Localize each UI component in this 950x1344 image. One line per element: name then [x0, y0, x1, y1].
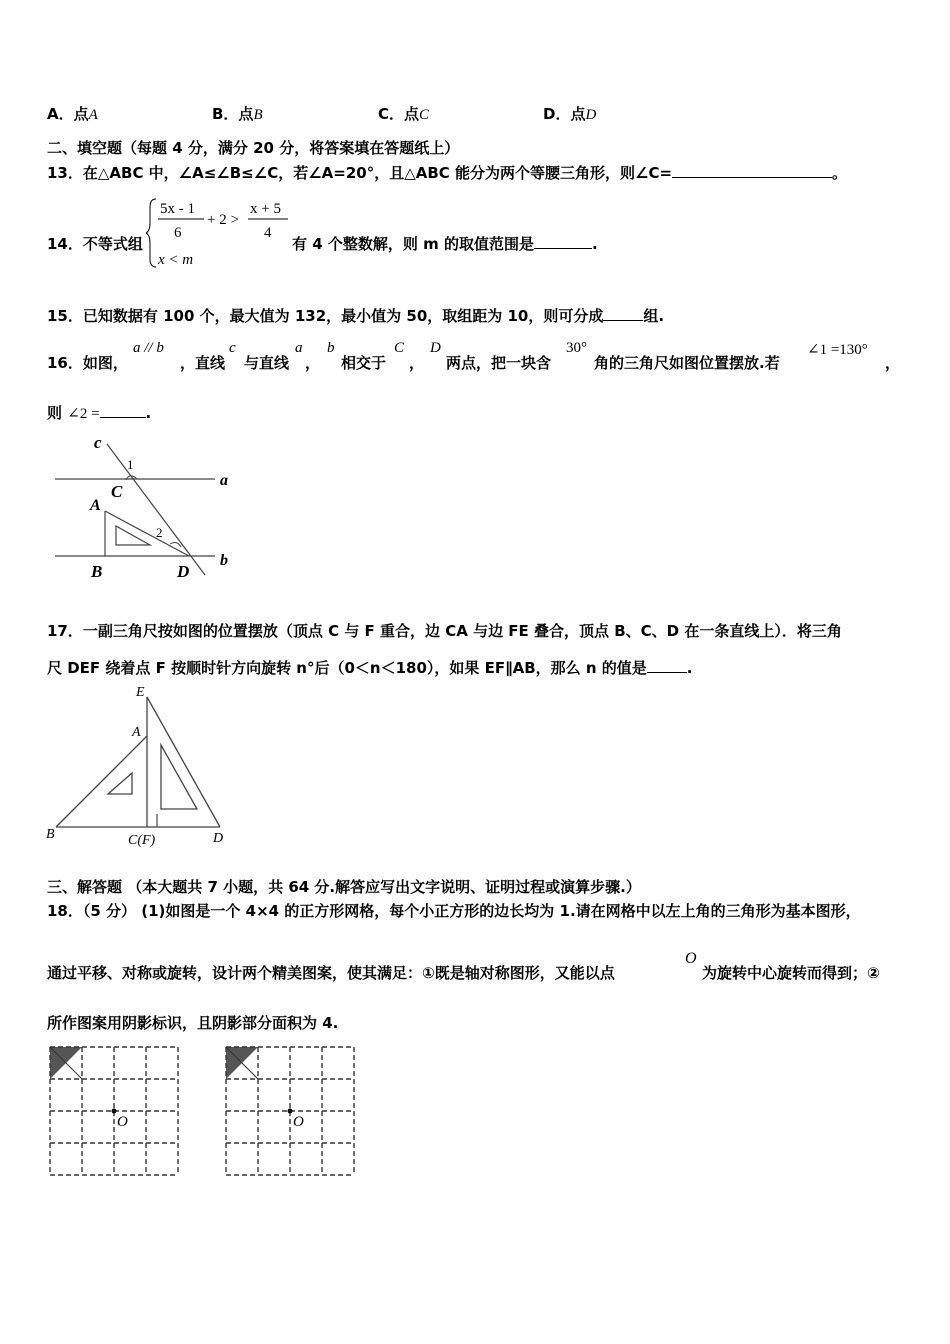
section-2-heading: 二、填空题（每题 4 分，满分 20 分，将答案填在答题纸上）: [47, 139, 460, 157]
answer-blank-13[interactable]: [672, 163, 832, 178]
q16-angle-1: ∠1 =130°: [807, 342, 868, 358]
label-b: b: [220, 552, 228, 569]
question-16-p5: 相交于: [341, 354, 387, 372]
answer-blank-17[interactable]: [647, 658, 687, 673]
question-15: 15．已知数据有 100 个，最大值为 132，最小值为 50，取组距为 10，则可分成 组.: [47, 307, 665, 325]
question-17-line1: 17．一副三角尺按如图的位置摆放（顶点 C 与 F 重合，边 CA 与边 FE 叠合，顶点 B、C、D 在一条直线上）．将三角: [47, 622, 842, 640]
question-18-line2a: 通过平移、对称或旋转，设计两个精美图案，使其满足：①既是轴对称图形，又能以点: [47, 964, 615, 982]
triangle-hypotenuse: [105, 511, 189, 556]
question-16-p7: 两点，把一块含: [446, 354, 552, 372]
question-18-line1: 18．（5 分） (1)如图是一个 4×4 的正方形网格，每个小正方形的边长均为 1.请在网格中以左上角的三角形为基本图形，: [47, 902, 861, 920]
abc-inner-cutout: [108, 773, 132, 794]
question-17-line2: 尺 DEF 绕着点 F 按顺时针方向旋转 n°后（0＜n＜180），如果 EF∥AB，那么 n 的值是 .: [47, 659, 693, 677]
center-point-o: [112, 1109, 117, 1114]
q16-line-a: a: [295, 340, 303, 356]
inequality-system: [146, 193, 292, 273]
question-16-line2: 则 ∠2 = .: [47, 404, 152, 422]
label-cf: C(F): [128, 833, 156, 848]
q16-point-d: D: [430, 340, 441, 356]
question-14-prefix: 14．不等式组: [47, 235, 143, 253]
label-c: c: [94, 433, 102, 452]
label-2: 2: [156, 525, 163, 540]
fraction-2-numerator: x + 5: [250, 201, 281, 217]
label-d: D: [213, 831, 224, 846]
edge-ba: [56, 736, 147, 827]
fraction-2-denominator: 4: [264, 225, 272, 241]
label-point-a: A: [90, 497, 101, 514]
question-18-line2b: 为旋转中心旋转而得到；②: [702, 964, 880, 982]
label-point-b: B: [91, 562, 103, 581]
question-16-p4: ，: [305, 354, 321, 372]
triangle-inner-cutout: [116, 526, 150, 545]
center-label: O: [117, 1114, 128, 1130]
q16-thirty-degrees: 30°: [566, 340, 587, 356]
q16-line-b: b: [327, 340, 335, 356]
label-1: 1: [127, 457, 134, 472]
section-3-heading: 三、解答题 （本大题共 7 小题，共 64 分.解答应写出文字说明、证明过程或演算步骤.）: [47, 878, 641, 896]
center-label: O: [293, 1114, 304, 1130]
q16-a-parallel-b: a // b: [133, 340, 164, 356]
q16-line-c: c: [229, 340, 236, 356]
answer-blank-14[interactable]: [534, 234, 592, 249]
center-point-o: [288, 1109, 293, 1114]
label-b: B: [46, 827, 55, 842]
figure-17: [42, 683, 237, 853]
fraction-1-denominator: 6: [174, 225, 182, 241]
plus-two-greater: + 2 >: [207, 212, 239, 228]
label-e: E: [136, 685, 145, 700]
inequality-line-2: x < m: [158, 252, 194, 268]
question-16-p9: ，: [885, 354, 901, 372]
option-c: C．点C: [378, 105, 430, 123]
label-a: a: [220, 472, 228, 489]
label-a: A: [132, 725, 141, 740]
question-13: 13．在△ABC 中，∠A≤∠B≤∠C，若∠A=20°，且△ABC 能分为两个等腰三角形，则∠C= 。: [47, 164, 848, 182]
option-d: D．点D: [543, 105, 597, 123]
question-16-p6: ，: [409, 354, 425, 372]
edge-ed: [147, 697, 220, 827]
question-18-line3: 所作图案用阴影标识，且阴影部分面积为 4.: [47, 1014, 339, 1032]
label-point-c: C: [111, 482, 123, 501]
q16-point-c: C: [394, 340, 405, 356]
answer-blank-16[interactable]: [100, 403, 146, 418]
line-c: [107, 444, 205, 575]
question-16-p8: 角的三角尺如图位置摆放.若: [594, 354, 780, 372]
grid-1[interactable]: [44, 1042, 184, 1178]
fraction-1-numerator: 5x - 1: [160, 201, 195, 217]
question-16-p1: 16．如图，: [47, 354, 128, 372]
option-a: A．点A: [47, 105, 98, 123]
option-b: B．点B: [212, 105, 263, 123]
answer-blank-15[interactable]: [603, 306, 643, 321]
label-point-d: D: [177, 562, 190, 581]
question-16-p3: 与直线: [244, 354, 290, 372]
grid-2[interactable]: [220, 1042, 360, 1178]
question-16-p2: ，直线: [180, 354, 226, 372]
question-14-suffix: 有 4 个整数解，则 m 的取值范围是 .: [292, 235, 598, 253]
q18-point-o: O: [685, 950, 697, 967]
figure-16: [50, 432, 240, 582]
